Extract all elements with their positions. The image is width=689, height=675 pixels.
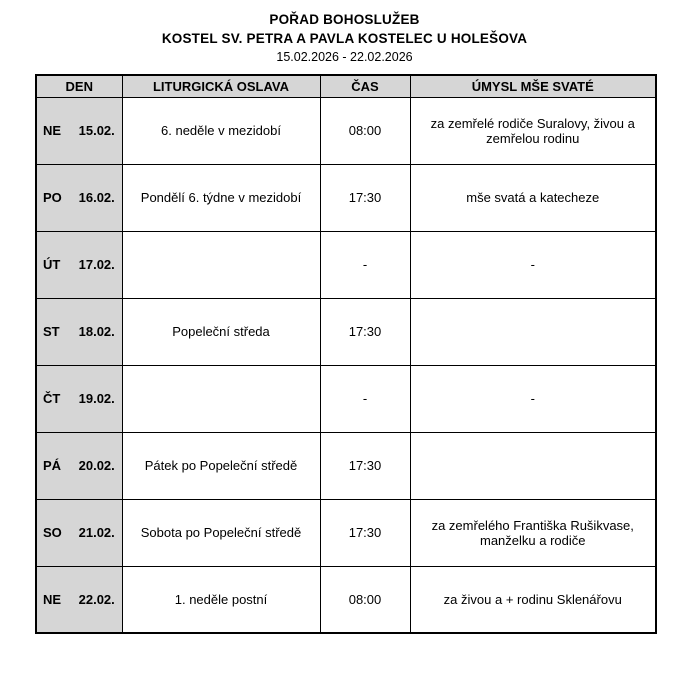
day-abbr: ÚT <box>43 257 61 272</box>
day-date: 19.02. <box>78 391 115 406</box>
day-date: 22.02. <box>78 591 115 607</box>
celebration-cell <box>122 231 320 298</box>
intention-cell: - <box>410 365 656 432</box>
intention-cell: za zemřelé rodiče Suralovy, živou a zemřelou rodinu <box>410 97 656 164</box>
time-cell: 17:30 <box>320 432 410 499</box>
celebration-cell: Popeleční středa <box>122 298 320 365</box>
intention-cell: za živou a + rodinu Sklenářovu <box>410 566 656 633</box>
intention-cell <box>410 298 656 365</box>
schedule-table <box>35 74 657 634</box>
day-cell <box>36 499 122 566</box>
table-row <box>36 164 656 231</box>
celebration-cell: 1. neděle postní <box>122 566 320 633</box>
day-date: 16.02. <box>78 190 115 205</box>
day-date: 15.02. <box>78 123 115 138</box>
day-cell <box>36 97 122 164</box>
day-cell <box>36 432 122 499</box>
time-cell: - <box>320 365 410 432</box>
day-date: 18.02. <box>78 324 115 339</box>
table-row <box>36 365 656 432</box>
date-range: 15.02.2026 - 22.02.2026 <box>276 50 413 64</box>
day-cell <box>36 164 122 231</box>
day-abbr: ČT <box>43 391 61 406</box>
table-row <box>36 432 656 499</box>
header-row <box>36 75 656 97</box>
title-block <box>0 12 689 64</box>
celebration-cell <box>122 365 320 432</box>
time-cell: 08:00 <box>320 566 410 633</box>
table-row <box>36 231 656 298</box>
day-abbr: ST <box>43 324 60 339</box>
time-cell: 17:30 <box>320 499 410 566</box>
day-cell <box>36 298 122 365</box>
page-subtitle: KOSTEL SV. PETRA A PAVLA KOSTELEC U HOLEŠOVA <box>161 31 528 46</box>
column-header-den: DEN <box>36 75 122 97</box>
page-title: POŘAD BOHOSLUŽEB <box>269 12 420 27</box>
time-cell: 17:30 <box>320 298 410 365</box>
table-row <box>36 566 656 633</box>
table-row <box>36 499 656 566</box>
day-date: 20.02. <box>78 458 115 473</box>
celebration-cell: Pátek po Popeleční středě <box>122 432 320 499</box>
celebration-cell: 6. neděle v mezidobí <box>122 97 320 164</box>
intention-cell: mše svatá a katecheze <box>410 164 656 231</box>
day-date: 21.02. <box>78 525 115 540</box>
day-cell <box>36 566 122 633</box>
time-cell: - <box>320 231 410 298</box>
intention-cell <box>410 432 656 499</box>
day-abbr: PÁ <box>43 458 62 473</box>
intention-cell: za zemřelého Františka Rušikvase, manželku a rodiče <box>410 499 656 566</box>
celebration-cell: Sobota po Popeleční středě <box>122 499 320 566</box>
column-header-cas: ČAS <box>320 75 410 97</box>
intention-cell: - <box>410 231 656 298</box>
day-abbr: NE <box>43 123 62 138</box>
day-cell <box>36 231 122 298</box>
day-abbr: NE <box>43 591 62 607</box>
celebration-cell: Pondělí 6. týdne v mezidobí <box>122 164 320 231</box>
day-abbr: PO <box>43 190 62 205</box>
day-cell <box>36 365 122 432</box>
day-abbr: SO <box>43 525 62 540</box>
column-header-umysl: ÚMYSL MŠE SVATÉ <box>410 75 656 97</box>
time-cell: 17:30 <box>320 164 410 231</box>
day-date: 17.02. <box>78 257 115 272</box>
time-cell: 08:00 <box>320 97 410 164</box>
table-row <box>36 298 656 365</box>
column-header-oslava: LITURGICKÁ OSLAVA <box>122 75 320 97</box>
table-row <box>36 97 656 164</box>
